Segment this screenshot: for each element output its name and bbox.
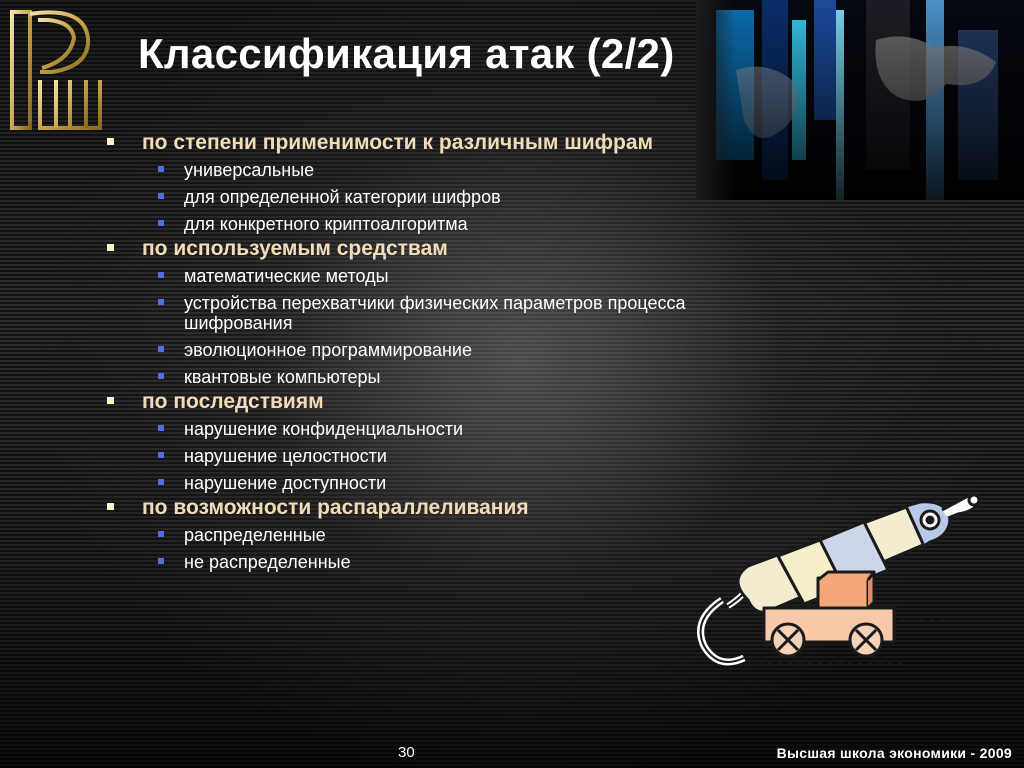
square-bullet-icon: [158, 220, 164, 226]
square-bullet-icon: [158, 558, 164, 564]
list-item: нарушение доступности: [104, 473, 784, 493]
list-item: для определенной категории шифров: [104, 187, 784, 207]
list-item: универсальные: [104, 160, 784, 180]
list-item: эволюционное программирование: [104, 340, 784, 360]
square-bullet-icon: [158, 193, 164, 199]
square-bullet-icon: [107, 503, 114, 510]
list-item: нарушение конфиденциальности: [104, 419, 784, 439]
square-bullet-icon: [158, 373, 164, 379]
square-bullet-icon: [158, 346, 164, 352]
section-heading: по последствиям: [104, 389, 784, 414]
footer-text: Высшая школа экономики - 2009: [776, 745, 1012, 761]
list-item: не распределенные: [104, 552, 784, 572]
cannon-cart-icon: [668, 480, 1012, 700]
square-bullet-icon: [158, 166, 164, 172]
square-bullet-icon: [158, 452, 164, 458]
hse-monogram-logo: [0, 0, 112, 140]
section-heading: по степени применимости к различным шифрам: [104, 130, 784, 155]
slide-title: Классификация атак (2/2): [138, 30, 675, 77]
square-bullet-icon: [107, 397, 114, 404]
square-bullet-icon: [158, 479, 164, 485]
square-bullet-icon: [107, 138, 114, 145]
page-number: 30: [398, 744, 415, 761]
square-bullet-icon: [158, 299, 164, 305]
list-item: устройства перехватчики физических параметров процесса шифрования: [104, 293, 784, 333]
square-bullet-icon: [158, 531, 164, 537]
list-item: квантовые компьютеры: [104, 367, 784, 387]
list-item: для конкретного криптоалгоритма: [104, 214, 784, 234]
list-item: нарушение целостности: [104, 446, 784, 466]
section-heading: по используемым средствам: [104, 236, 784, 261]
square-bullet-icon: [158, 272, 164, 278]
square-bullet-icon: [107, 244, 114, 251]
square-bullet-icon: [158, 425, 164, 431]
section-heading: по возможности распараллеливания: [104, 495, 784, 520]
list-item: математические методы: [104, 266, 784, 286]
list-item: распределенные: [104, 525, 784, 545]
